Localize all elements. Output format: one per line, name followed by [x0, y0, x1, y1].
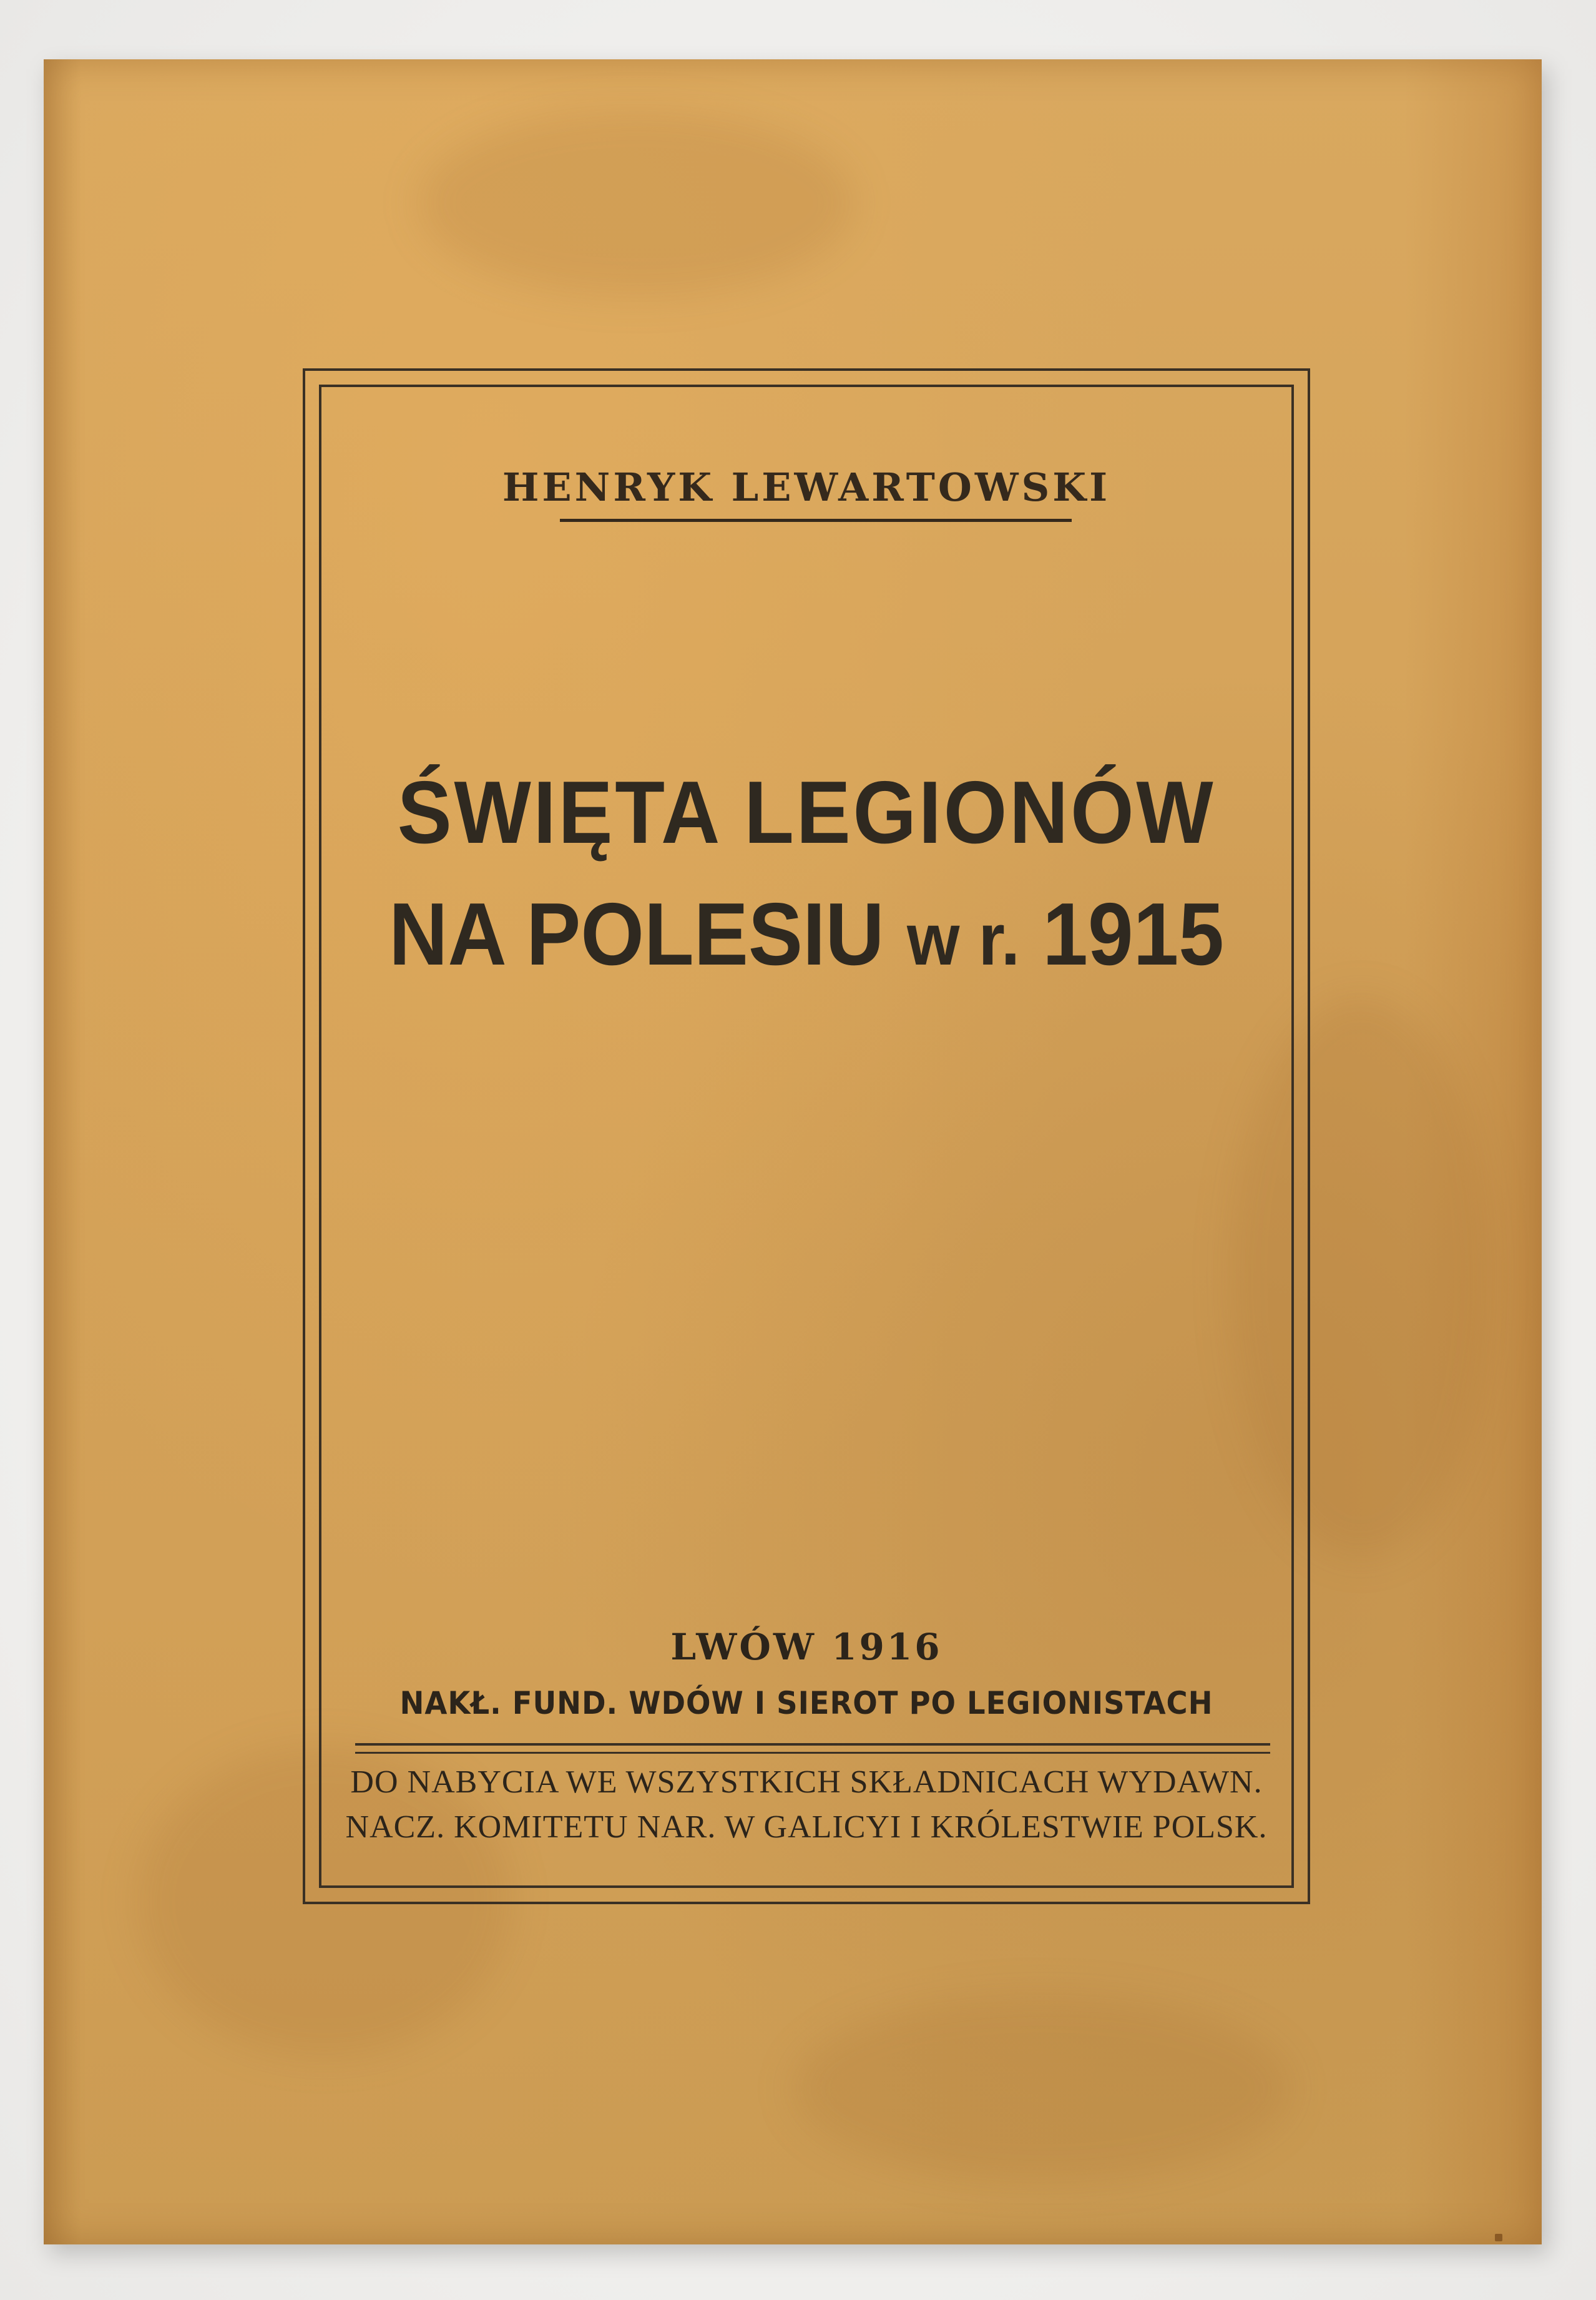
title-line-2-small: w r.	[906, 898, 1020, 981]
title-year: 1915	[1042, 885, 1224, 984]
book-cover	[44, 59, 1542, 2244]
title-line-2	[368, 873, 1245, 1001]
paper-stain	[793, 1995, 1292, 2182]
publisher: NAKŁ. FUND. WDÓW I SIEROT PO LEGIONISTACH	[399, 1685, 1213, 1721]
paper-stain	[418, 109, 855, 297]
title-line-2-main: NA POLESIU	[389, 885, 884, 984]
author-name: HENRYK LEWARTOWSKI	[502, 464, 1111, 510]
double-rule-divider	[355, 1743, 1270, 1754]
sales-notice	[305, 1760, 1308, 1850]
author-underline	[560, 519, 1072, 522]
place-and-year: LWÓW 1916	[670, 1626, 942, 1668]
book-title	[368, 752, 1245, 1001]
sales-line-1: DO NABYCIA WE WSZYSTKICH SKŁADNICACH WYDAWN.	[350, 1764, 1263, 1800]
title-line-1: ŚWIĘTA LEGIONÓW	[397, 763, 1216, 862]
paper-tear-mark	[1495, 2234, 1502, 2241]
title-frame	[303, 368, 1310, 1904]
sales-line-2: NACZ. KOMITETU NAR. W GALICYI I KRÓLESTWIE POLSK.	[345, 1809, 1268, 1845]
